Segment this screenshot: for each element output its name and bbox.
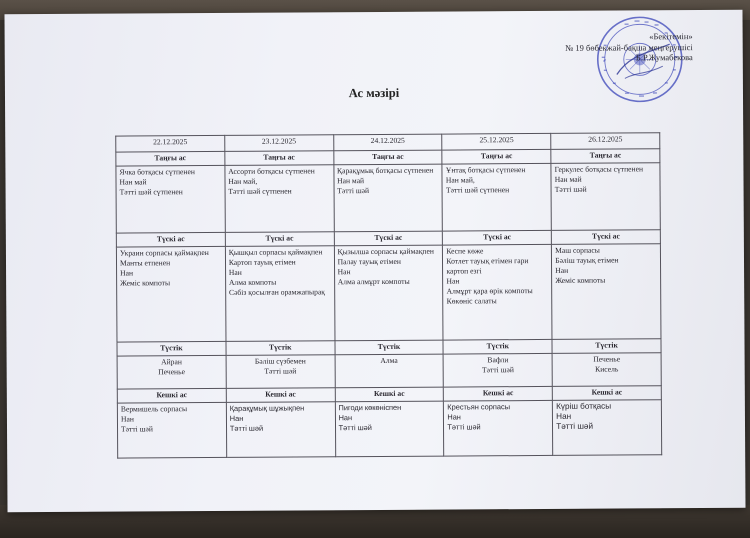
menu-item: Нан (229, 413, 244, 423)
menu-item: Қарақұмық ботқасы сүтпенен (337, 165, 434, 175)
menu-item: Нан (120, 414, 134, 424)
menu-item: Нан май (554, 174, 582, 184)
meal-label: Түскі ас (225, 232, 334, 246)
page-title: Ас мәзірі (348, 85, 400, 101)
menu-cell (551, 162, 660, 230)
menu-item: Тәтті шәй (229, 423, 264, 433)
menu-item: Қарақұмық шұжықпен (229, 403, 305, 413)
menu-item: Нан май (337, 175, 365, 185)
date-cell: 23.12.2025 (225, 135, 334, 151)
menu-cell (443, 353, 552, 387)
menu-item: Сәбіз қосылған орамжапырақ (228, 287, 326, 297)
menu-item: Нан (337, 266, 351, 277)
menu-item: Нан (228, 267, 242, 277)
menu-cell (442, 163, 551, 231)
menu-item: Вафли (487, 354, 509, 364)
menu-item: Вермишель сорпасы (120, 404, 188, 414)
menu-cell (552, 244, 661, 340)
menu-item: Алма алмұрт компоты (337, 276, 410, 287)
meal-label: Таңғы ас (442, 149, 551, 163)
date-cell: 25.12.2025 (442, 133, 551, 149)
menu-item: Пигоди көкөніспен (338, 402, 402, 413)
menu-item: Алма (380, 355, 398, 365)
menu-item: Нан (338, 413, 353, 423)
date-cell: 24.12.2025 (333, 134, 442, 150)
menu-item: Маш сорпасы (555, 245, 600, 255)
menu-item: Айран (161, 356, 182, 366)
meal-label: Кешкі ас (444, 387, 553, 401)
meal-label: Кешкі ас (335, 387, 444, 401)
menu-item: Алмұрт қара өрік компоты (446, 285, 533, 296)
menu-cell (444, 400, 553, 456)
breakfast-items-row (116, 162, 660, 233)
menu-item: Тәтті шәй (481, 364, 514, 374)
dinner-items-row (117, 400, 661, 458)
menu-cell (334, 164, 443, 232)
menu-item: Кисель (595, 364, 619, 374)
menu-item: Палау тауық етімен (337, 256, 401, 267)
menu-item: Нан (120, 268, 134, 278)
menu-item: Тәтті шәй (338, 423, 372, 433)
menu-item: Тәтті шәй (447, 422, 481, 432)
approval-block (565, 31, 693, 63)
menu-cell (552, 352, 661, 386)
meal-label: Түстік (335, 340, 444, 354)
approval-position: № 19 бөбекжай-бақша меңгерушісі (565, 41, 693, 53)
menu-cell (334, 245, 443, 341)
meal-label: Кешкі ас (226, 388, 335, 402)
menu-item: Котлет тауық етімен гари картоп езгі (446, 255, 529, 276)
menu-cell (226, 402, 335, 458)
meal-label: Түскі ас (334, 231, 443, 245)
menu-item: Нан май (119, 176, 147, 187)
menu-item: Бәліш тауық етімен (555, 255, 619, 265)
menu-item: Печенье (158, 366, 185, 376)
menu-item: Тәтті шәй сүтпенен (445, 184, 510, 195)
meal-label: Кешкі ас (552, 386, 661, 400)
menu-item: Жеміс компоты (555, 275, 606, 285)
menu-cell (117, 355, 226, 389)
menu-item: Нан (556, 411, 572, 421)
menu-document-page (4, 10, 745, 512)
meal-label: Таңғы ас (225, 151, 334, 165)
menu-item: Геркулес ботқасы сүтпенен (554, 163, 644, 174)
menu-item: Жеміс компоты (120, 278, 171, 288)
meal-label: Түскі ас (552, 230, 661, 244)
menu-item: Алма компоты (228, 277, 277, 287)
menu-item: Печенье (593, 354, 621, 364)
menu-item: Тәтті шәй (556, 421, 594, 431)
menu-item: Нан (446, 276, 460, 286)
meal-label: Түстік (226, 341, 335, 355)
menu-item: Картоп тауық етімен (228, 257, 296, 267)
menu-item: Манты етпенен (119, 258, 171, 268)
menu-cell (116, 246, 225, 342)
menu-item: Крестьян сорпасы (447, 402, 511, 412)
snack-items-row (117, 352, 661, 389)
menu-item: Ұнтақ ботқасы сүтпенен (445, 164, 526, 175)
menu-item: Тәтті шәй (120, 424, 153, 434)
lunch-items-row (116, 244, 661, 342)
menu-item: Кеспе көже (446, 246, 484, 256)
menu-cell (335, 354, 444, 388)
menu-item: Нан (555, 265, 569, 275)
menu-cell (117, 402, 226, 458)
menu-item: Нан май, (445, 174, 475, 185)
menu-item: Көкөніс салаты (446, 296, 497, 306)
meal-label: Түстік (443, 339, 552, 353)
meal-label: Таңғы ас (551, 149, 660, 163)
menu-item: Ячка ботқасы сүтпенен (119, 166, 195, 177)
menu-item: Украин сорпасы қаймақпен (119, 247, 209, 258)
menu-cell (225, 164, 334, 232)
weekly-menu-table (115, 132, 662, 458)
menu-item: Қызылша сорпасы қаймақпен (337, 246, 434, 257)
date-cell: 26.12.2025 (551, 133, 660, 149)
menu-item: Тәтті шәй (337, 185, 370, 195)
menu-item: Тәтті шәй (264, 366, 297, 376)
meal-label: Түстік (552, 339, 661, 353)
menu-item: Қышқыл сорпасы қаймақпен (228, 247, 323, 257)
menu-item: Тәтті шәй сүтпенен (228, 186, 292, 196)
meal-label: Таңғы ас (116, 151, 225, 165)
menu-cell (225, 246, 334, 342)
menu-item: Тәтті шәй (554, 184, 587, 194)
menu-cell (226, 354, 335, 388)
meal-label: Түстік (117, 341, 226, 355)
menu-item: Бәліш сүзбемен (254, 355, 306, 366)
meal-label: Түскі ас (443, 231, 552, 245)
menu-item: Ассорти ботқасы сүтпенен (228, 165, 315, 176)
menu-item: Күріш ботқасы (556, 401, 612, 411)
meal-label: Таңғы ас (333, 150, 442, 164)
menu-cell (443, 244, 552, 340)
date-cell: 22.12.2025 (116, 135, 225, 151)
approval-signatory: Б.Р.Жумабекова (635, 52, 693, 63)
menu-cell (335, 401, 444, 457)
meal-label: Түскі ас (116, 233, 225, 247)
approval-heading: «Бекітемін» (649, 31, 693, 42)
menu-item: Тәтті шәй сүтпенен (119, 186, 183, 197)
menu-cell (116, 165, 225, 233)
menu-cell (553, 400, 662, 456)
menu-item: Нан май, (228, 176, 258, 186)
menu-item: Нан (447, 412, 461, 422)
meal-label: Кешкі ас (117, 389, 226, 403)
